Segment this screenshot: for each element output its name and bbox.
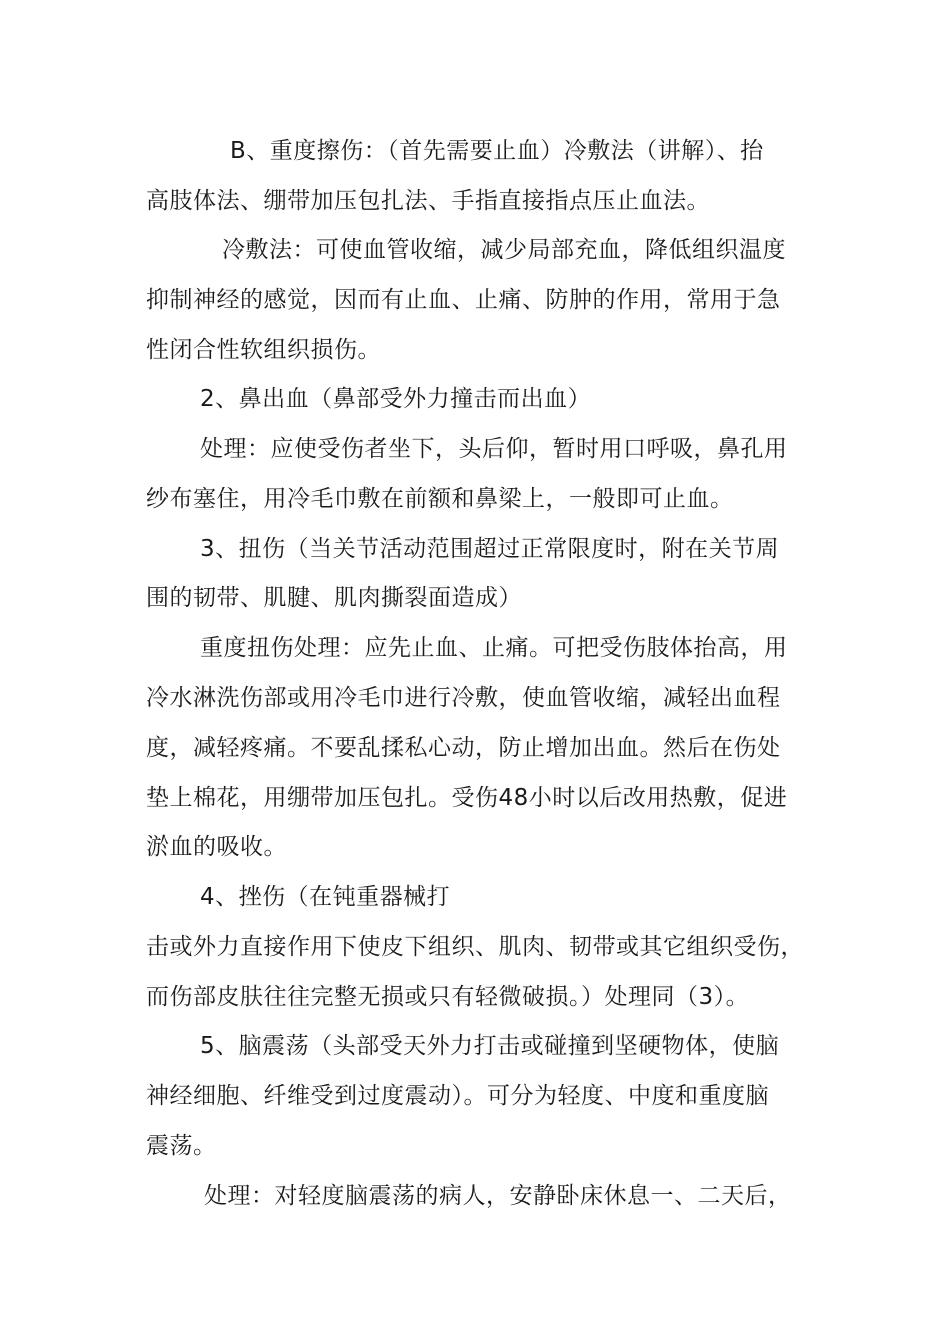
text-line: B、重度擦伤：（首先需要止血）冷敷法（讲解）、抬 [230,138,764,164]
text-line: 3、扭伤（当关节活动范围超过正常限度时，附在关节周 [200,536,780,562]
text-line: 垫上棉花，用绷带加压包扎。受伤48小时以后改用热敷，促进 [146,785,788,811]
text-line: 处理：对轻度脑震荡的病人，安静卧床休息一、二天后， [204,1183,792,1209]
text-line: 纱布塞住，用冷毛巾敷在前额和鼻梁上，一般即可止血。 [146,486,734,512]
text-line: 围的韧带、肌腱、肌肉撕裂面造成） [146,585,522,611]
text-line: 高肢体法、绷带加压包扎法、手指直接指点压止血法。 [146,188,710,214]
text-line: 2、鼻出血（鼻部受外力撞击而出血） [200,386,592,412]
text-line: 抑制神经的感觉，因而有止血、止痛、防肿的作用，常用于急 [146,287,781,313]
text-line: 度，减轻疼痛。不要乱揉私心动，防止增加出血。然后在伤处 [146,735,781,761]
text-line: 淤血的吸收。 [146,834,287,860]
text-line: 击或外力直接作用下使皮下组织、肌肉、韧带或其它组织受伤， [146,934,804,960]
text-line: 冷水淋洗伤部或用冷毛巾进行冷敷，使血管收缩，减轻出血程 [146,685,781,711]
text-line: 神经细胞、纤维受到过度震动）。可分为轻度、中度和重度脑 [146,1083,769,1109]
text-line: 冷敷法：可使血管收缩，减少局部充血，降低组织温度 [222,237,786,263]
text-line: 5、脑震荡（头部受天外力打击或碰撞到坚硬物体，使脑 [200,1033,780,1059]
text-line: 性闭合性软组织损伤。 [146,337,381,363]
text-line: 4、挫伤（在钝重器械打 [200,884,451,910]
text-line: 而伤部皮肤往往完整无损或只有轻微破损。）处理同（3）。 [146,984,750,1010]
text-line: 处理：应使受伤者坐下，头后仰，暂时用口呼吸，鼻孔用 [200,436,788,462]
text-line: 重度扭伤处理：应先止血、止痛。可把受伤肢体抬高，用 [200,635,788,661]
text-line: 震荡。 [146,1133,217,1159]
